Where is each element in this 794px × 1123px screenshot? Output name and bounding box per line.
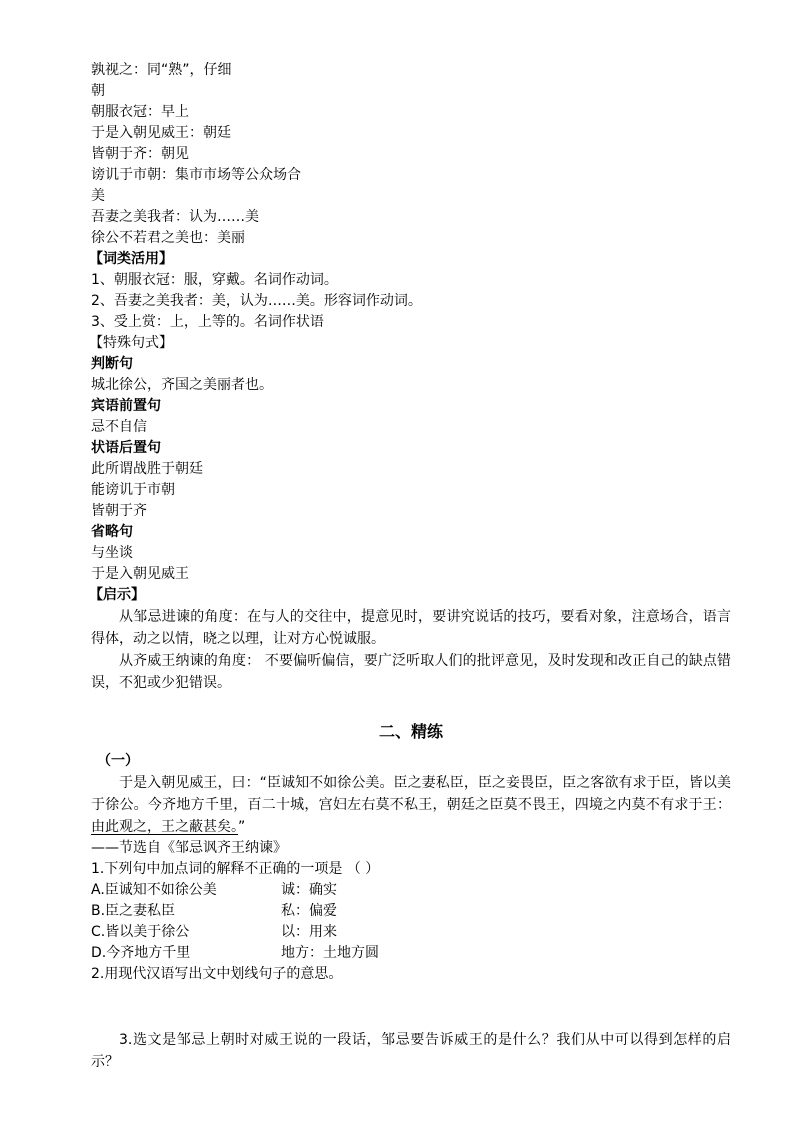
question-3: 3.选文是邹忌上朝时对威王说的一段话，邹忌要告诉威王的是什么？我们从中可以得到怎样的启示？	[91, 1032, 731, 1070]
note-item: 谤讥于市朝：集市市场等公众场合	[91, 167, 301, 183]
zhuangyu-example: 能谤讥于市朝	[91, 482, 175, 498]
passage-end: ”	[238, 819, 246, 835]
subsection-label: （一）	[97, 753, 139, 769]
cilei-item: 3、受上赏：上，上等的。名词作状语	[91, 314, 324, 330]
option-text: A.臣诚知不如徐公美	[91, 882, 217, 898]
option-text: B.臣之妻私臣	[91, 903, 176, 919]
note-item: 吾妻之美我者：认为……美	[91, 209, 259, 225]
answer-space[interactable]	[91, 985, 731, 1029]
option-gloss: 地方：土地方圆	[281, 945, 379, 961]
shenglue-head: 省略句	[91, 524, 133, 540]
option-gloss: 诚：确实	[281, 882, 337, 898]
question-1: 1.下列句中加点词的解释不正确的一项是 （ ）	[91, 861, 380, 877]
qishi-paragraph-2: 从齐威王纳谏的角度： 不要偏听偏信，要广泛听取人们的批评意见，及时发现和改正自己的缺点错误，不犯或少犯错误。	[91, 653, 731, 691]
option-c[interactable]	[91, 922, 731, 943]
passage-text: 于是入朝见威王，曰：“臣诚知不如徐公美。臣之妻私臣，臣之妾畏臣，臣之客欲有求于臣，皆以美于徐公。今齐地方千里，百二十城，宫妇左右莫不私王，朝廷之臣莫不畏王，四境之内莫不有求于王：	[91, 775, 731, 813]
option-gloss: 以：用来	[281, 924, 337, 940]
option-text: D.今齐地方千里	[91, 945, 191, 961]
option-a[interactable]	[91, 880, 731, 901]
qishi-paragraph-1: 从邹忌进谏的角度：在与人的交往中，提意见时，要讲究说话的技巧，要看对象，注意场合，语言得体，动之以情，晓之以理，让对方心悦诚服。	[91, 609, 731, 647]
note-shu: 孰视之：同“熟”，仔细	[91, 62, 232, 78]
note-item: 朝服衣冠：早上	[91, 104, 189, 120]
zhuangyu-example: 此所谓战胜于朝廷	[91, 461, 203, 477]
shenglue-example: 于是入朝见威王	[91, 566, 189, 582]
note-mei-head: 美	[91, 188, 105, 204]
cilei-item: 2、吾妻之美我者：美，认为……美。形容词作动词。	[91, 293, 422, 309]
option-gloss: 私：偏爱	[281, 903, 337, 919]
note-item: 徐公不若君之美也：美丽	[91, 230, 245, 246]
option-text: C.皆以美于徐公	[91, 924, 190, 940]
note-item: 皆朝于齐：朝见	[91, 146, 189, 162]
binyu-example: 忌不自信	[91, 419, 147, 435]
document-page	[91, 60, 731, 1073]
option-b[interactable]	[91, 901, 731, 922]
binyu-head: 宾语前置句	[91, 398, 161, 414]
zhuangyu-head: 状语后置句	[91, 440, 161, 456]
passage	[91, 772, 731, 838]
shenglue-example: 与坐谈	[91, 545, 133, 561]
passage-source: ——节选自《邹忌讽齐王纳谏》	[91, 840, 287, 856]
note-item: 于是入朝见威王：朝廷	[91, 125, 231, 141]
underlined-sentence: 由此观之，王之蔽甚矣。	[91, 819, 238, 835]
panduan-head: 判断句	[91, 356, 133, 372]
question-2: 2.用现代汉语写出文中划线句子的意思。	[91, 966, 343, 982]
zhuangyu-example: 皆朝于齐	[91, 503, 147, 519]
section-title: 二、精练	[378, 722, 443, 741]
panduan-example: 城北徐公，齐国之美丽者也。	[91, 377, 273, 393]
note-chao-head: 朝	[91, 83, 105, 99]
cilei-item: 1、朝服衣冠：服，穿戴。名词作动词。	[91, 272, 338, 288]
heading-teshu: 【特殊句式】	[89, 335, 173, 351]
heading-cilei: 【词类活用】	[89, 251, 173, 267]
heading-qishi: 【启示】	[89, 587, 145, 603]
option-d[interactable]	[91, 943, 731, 964]
